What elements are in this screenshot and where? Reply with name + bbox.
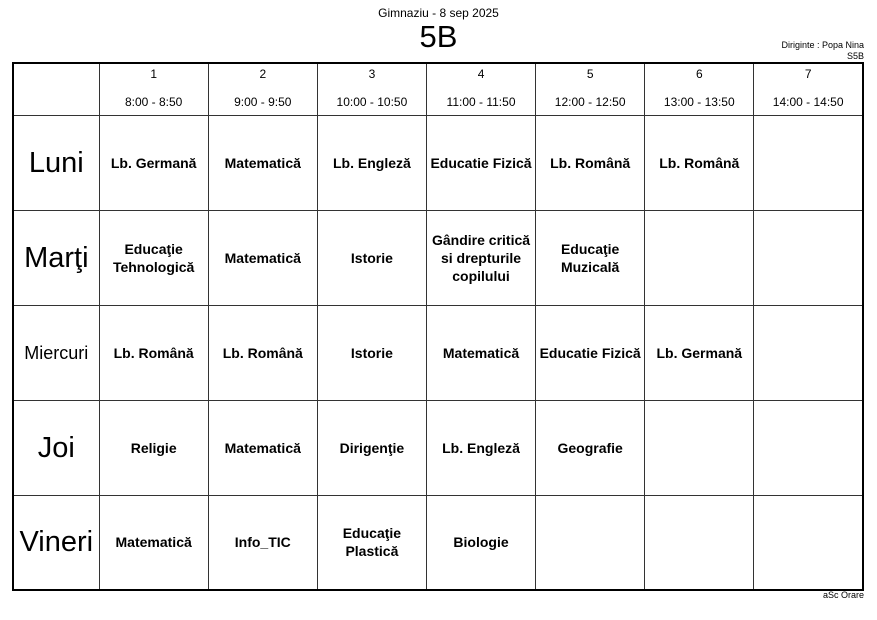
lesson-cell: Istorie [317, 210, 426, 305]
class-code: S5B [846, 51, 864, 61]
lesson-cell: Educaţie Muzicală [536, 210, 645, 305]
lesson-cell: Lb. Română [536, 115, 645, 210]
lesson-cell: Lb. Română [208, 305, 317, 400]
period-header [99, 63, 208, 115]
lesson-cell: Istorie [317, 305, 426, 400]
lesson-cell [754, 210, 863, 305]
day-name: Miercuri [13, 305, 99, 400]
lesson-cell: Matematică [208, 115, 317, 210]
lesson-cell: Info_TIC [208, 495, 317, 590]
lesson-cell: Educatie Fizică [426, 115, 535, 210]
period-time: 13:00 - 13:50 [663, 95, 735, 109]
corner-cell [13, 63, 99, 115]
day-row-miercuri [13, 305, 863, 400]
period-time: 12:00 - 12:50 [554, 95, 626, 109]
day-name: Vineri [13, 495, 99, 590]
lesson-cell [754, 400, 863, 495]
period-number: 1 [150, 67, 157, 81]
day-name: Marţi [13, 210, 99, 305]
lesson-cell [645, 495, 754, 590]
period-number: 7 [804, 67, 812, 81]
lesson-cell: Lb. Engleză [426, 400, 535, 495]
day-row-marti [13, 210, 863, 305]
day-name: Luni [13, 115, 99, 210]
period-time: 14:00 - 14:50 [772, 95, 844, 109]
day-row-luni [13, 115, 863, 210]
period-header [317, 63, 426, 115]
lesson-cell: Dirigenţie [317, 400, 426, 495]
day-name: Joi [13, 400, 99, 495]
lesson-cell: Geografie [536, 400, 645, 495]
lesson-cell: Lb. Germană [645, 305, 754, 400]
period-number: 3 [368, 67, 376, 81]
lesson-cell [754, 115, 863, 210]
lesson-cell [645, 400, 754, 495]
software-credit: aSc Orare [822, 590, 864, 600]
lesson-cell [645, 210, 754, 305]
teacher-info [781, 40, 864, 62]
period-header [208, 63, 317, 115]
school-date-line: Gimnaziu - 8 sep 2025 [378, 6, 499, 20]
lesson-cell: Matematică [99, 495, 208, 590]
lesson-cell: Matematică [426, 305, 535, 400]
lesson-cell: Gândire critică si drepturile copilului [426, 210, 535, 305]
lesson-cell: Educatie Fizică [536, 305, 645, 400]
lesson-cell [754, 495, 863, 590]
lesson-cell: Matematică [208, 400, 317, 495]
lesson-cell: Educaţie Tehnologică [99, 210, 208, 305]
class-title: 5B [419, 19, 458, 54]
lesson-cell [754, 305, 863, 400]
period-number: 4 [477, 67, 485, 81]
teacher-name: Diriginte : Popa Nina [781, 40, 864, 50]
period-number: 2 [259, 67, 267, 81]
period-header [426, 63, 535, 115]
period-time: 8:00 - 8:50 [124, 95, 183, 109]
period-header-row [13, 63, 863, 115]
lesson-cell: Lb. Română [99, 305, 208, 400]
lesson-cell: Matematică [208, 210, 317, 305]
period-time: 9:00 - 9:50 [234, 95, 292, 109]
period-header [754, 63, 863, 115]
lesson-cell: Lb. Engleză [317, 115, 426, 210]
lesson-cell: Lb. Germană [99, 115, 208, 210]
lesson-cell: Lb. Română [645, 115, 754, 210]
timetable [12, 62, 864, 591]
day-row-vineri [13, 495, 863, 590]
period-header [645, 63, 754, 115]
period-number: 5 [586, 67, 594, 81]
lesson-cell: Religie [99, 400, 208, 495]
day-row-joi [13, 400, 863, 495]
period-header [536, 63, 645, 115]
lesson-cell [536, 495, 645, 590]
period-time: 11:00 - 11:50 [446, 95, 516, 109]
period-time: 10:00 - 10:50 [336, 95, 408, 109]
lesson-cell: Educaţie Plastică [317, 495, 426, 590]
lesson-cell: Biologie [426, 495, 535, 590]
period-number: 6 [695, 67, 703, 81]
